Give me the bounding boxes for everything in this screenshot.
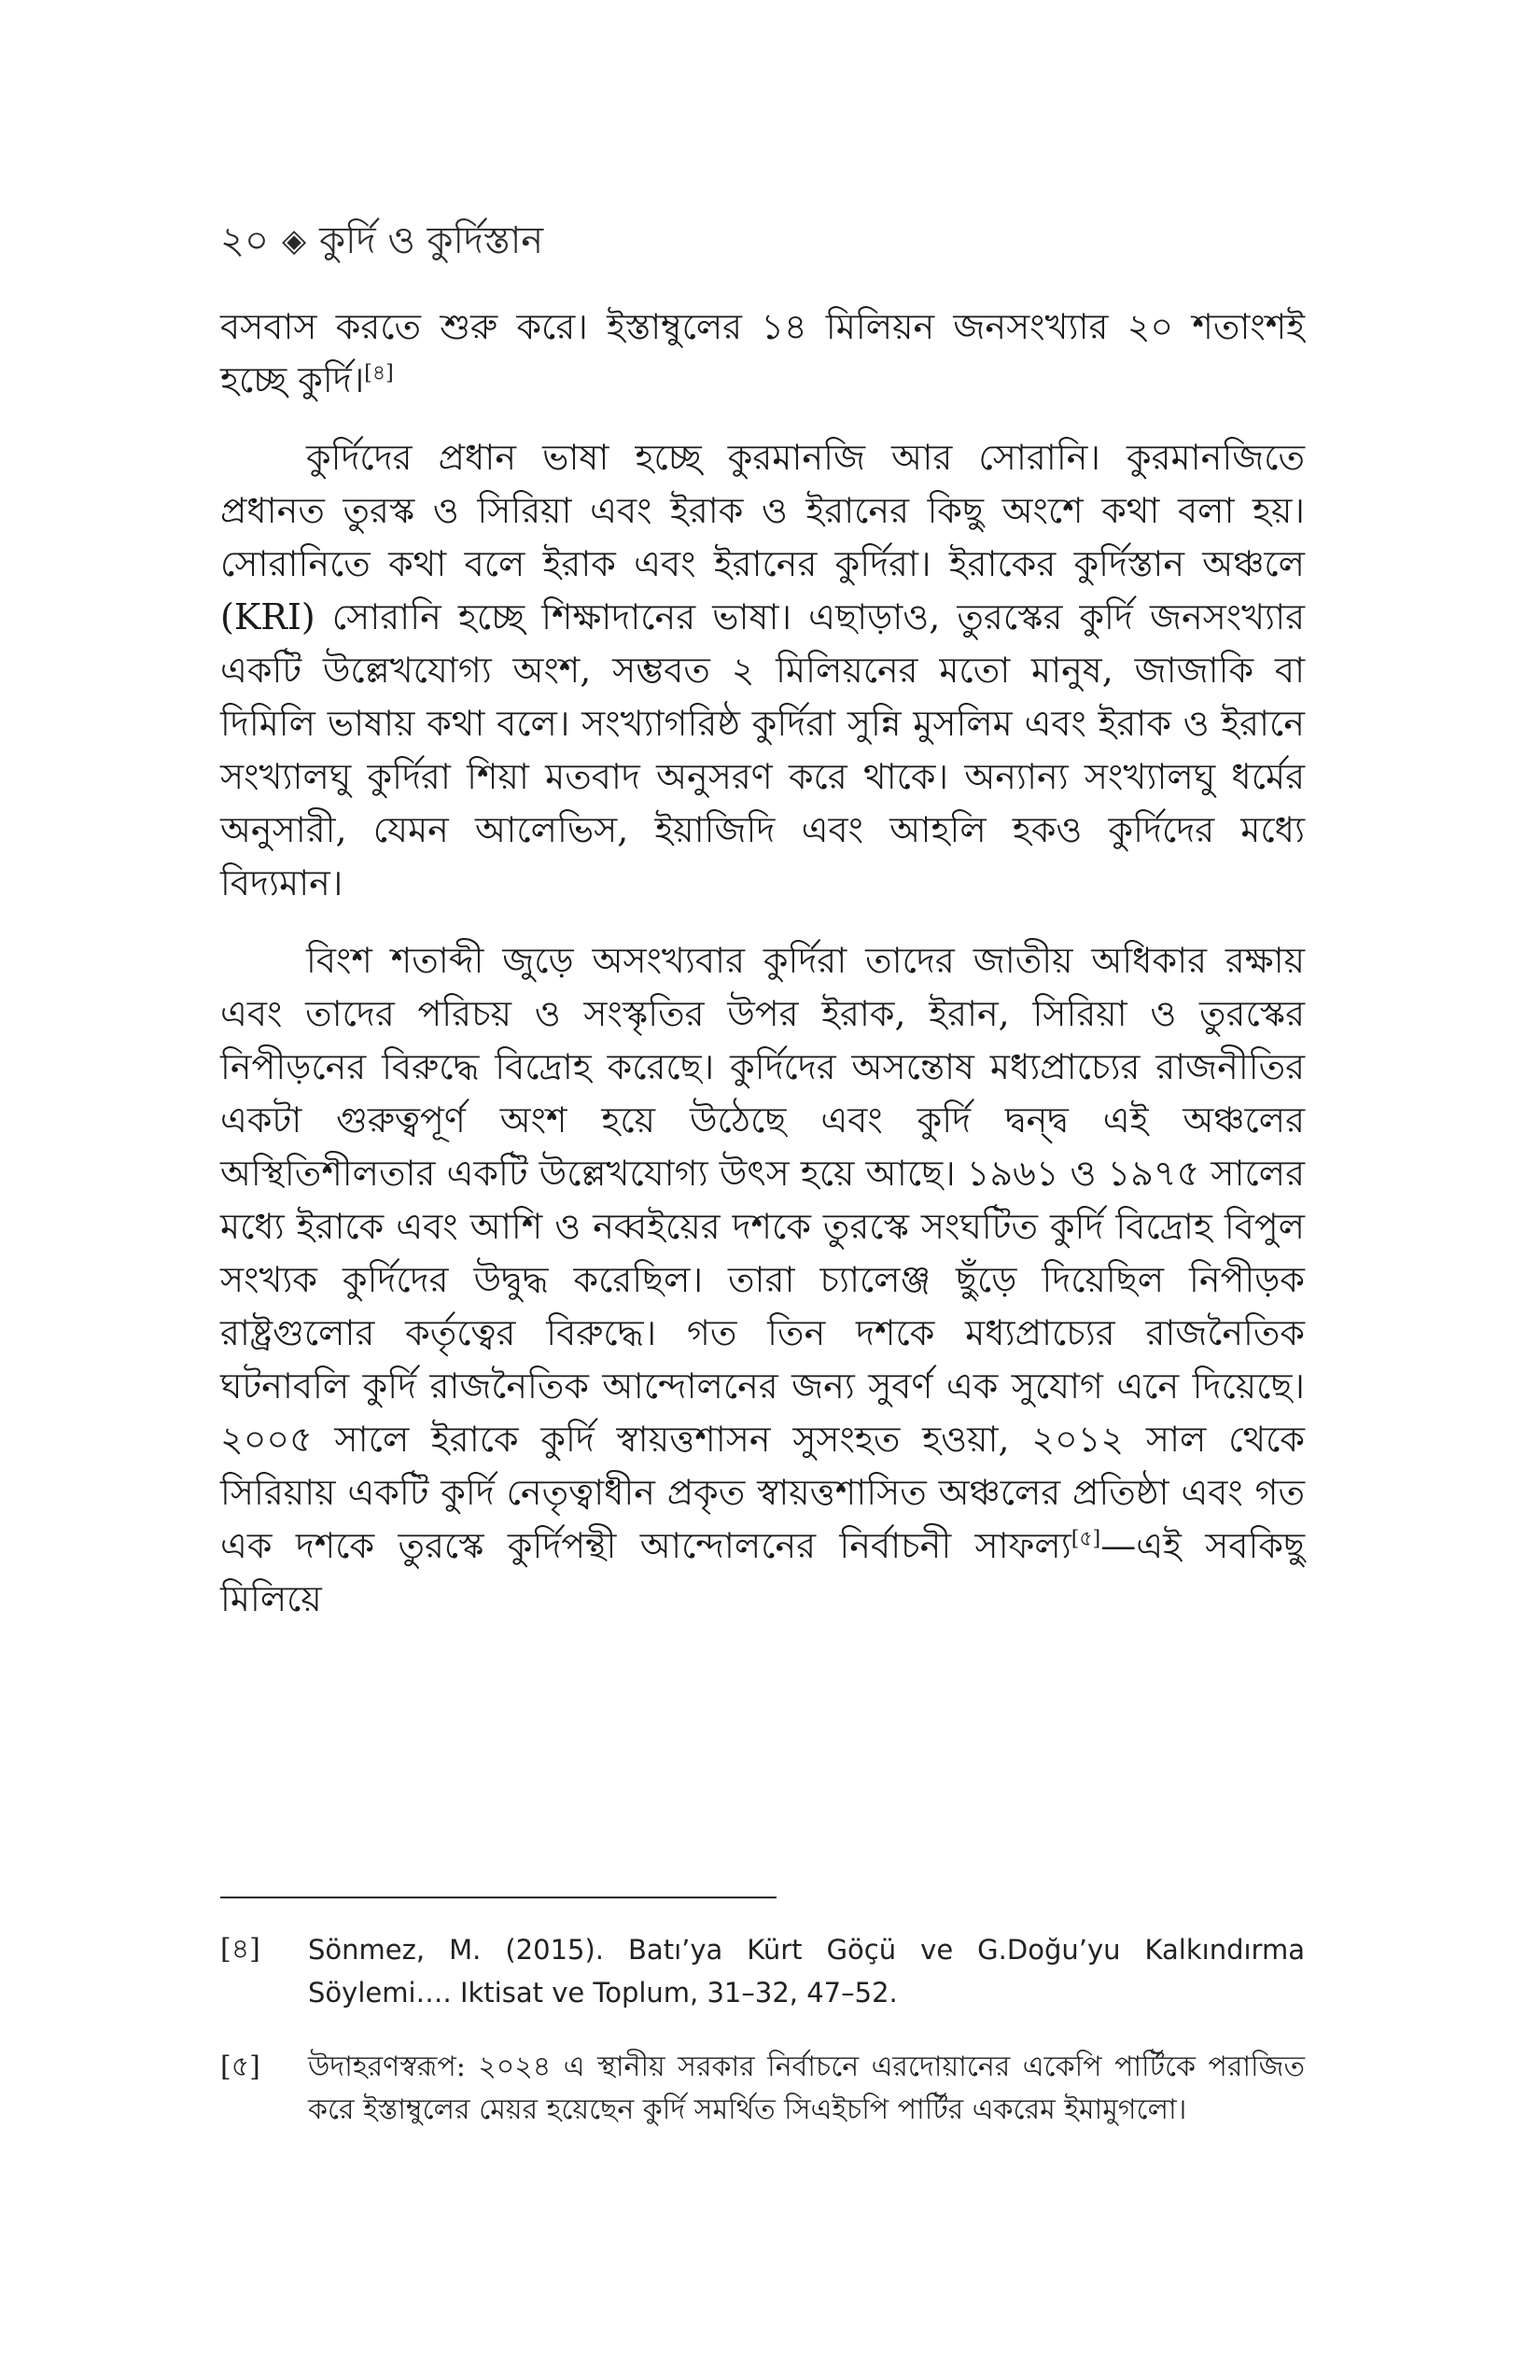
footnote-5 xyxy=(220,2046,1305,2132)
footnote-ref-4[interactable]: [৪] xyxy=(364,361,394,385)
diamond-icon: ◈ xyxy=(282,222,307,259)
page-number: ২০ xyxy=(220,219,270,262)
running-header xyxy=(220,213,1322,269)
paragraph-text: কুর্দিদের প্রধান ভাষা হচ্ছে কুরমানজি আর সোরানি। কুরমানজিতে প্রধানত তুরস্ক ও সিরিয়া এবং ইরাক ও ইরানের কিছু অংশে কথা বলা হয়। সোরানিতে কথা বলে ইরাক এবং ইরানের কুর্দিরা। ইরাকের কুর্দিস্তান অঞ্চলে (KRI) সোরানি হচ্ছে শিক্ষাদানের ভাষা। এছাড়াও, তুরস্কের কুর্দি জনসংখ্যার একটি উল্লেখযোগ্য অংশ, সম্ভবত ২ মিলিয়নের মতো মানুষ, জাজাকি বা দিমিলি ভাষায় কথা বলে। সংখ্যাগরিষ্ঠ কুর্দিরা সুন্নি মুসলিম এবং ইরাক ও ইরানে সংখ্যালঘু কুর্দিরা শিয়া মতবাদ অনুসরণ করে থাকে। অন্যান্য সংখ্যালঘু ধর্মের অনুসারী, যেমন আলেভিস, ইয়াজিদি এবং আহলি হকও কুর্দিদের মধ্যে বিদ্যমান। xyxy=(220,437,1305,903)
paragraph-text: বিংশ শতাব্দী জুড়ে অসংখ্যবার কুর্দিরা তাদের জাতীয় অধিকার রক্ষায় এবং তাদের পরিচয় ও সংস্কৃতির উপর ইরাক, ইরান, সিরিয়া ও তুরস্কের নিপীড়নের বিরুদ্ধে বিদ্রোহ করেছে। কুর্দিদের অসন্তোষ মধ্যপ্রাচ্যের রাজনীতির একটা গুরুত্বপূর্ণ অংশ হয়ে উঠেছে এবং কুর্দি দ্বন্দ্ব এই অঞ্চলের অস্থিতিশীলতার একটি উল্লেখযোগ্য উৎস হয়ে আছে। ১৯৬১ ও ১৯৭৫ সালের মধ্যে ইরাকে এবং আশি ও নব্বইয়ের দশকে তুরস্কে সংঘটিত কুর্দি বিদ্রোহ বিপুল সংখ্যক কুর্দিদের উদ্বুদ্ধ করেছিল। তারা চ্যালেঞ্জ ছুঁড়ে দিয়েছিল নিপীড়ক রাষ্ট্রগুলোর কর্তৃত্বের বিরুদ্ধে। গত তিন দশকে মধ্যপ্রাচ্যের রাজনৈতিক ঘটনাবলি কুর্দি রাজনৈতিক আন্দোলনের জন্য সুবর্ণ এক সুযোগ এনে দিয়েছে। ২০০৫ সালে ইরাকে কুর্দি স্বায়ত্তশাসন সুসংহত হওয়া, ২০১২ সাল থেকে সিরিয়ায় একটি কুর্দি নেতৃত্বাধীন প্রকৃত স্বায়ত্তশাসিত অঞ্চলের প্রতিষ্ঠা এবং গত এক দশকে তুরস্কে কুর্দিপন্থী আন্দোলনের নির্বাচনী সাফল্য xyxy=(220,940,1305,1566)
footnote-text: উদাহরণস্বরূপ: ২০২৪ এ স্থানীয় সরকার নির্বাচনে এরদোয়ানের একেপি পার্টিকে পরাজিত করে ইস্তাম্বুলের মেয়র হয়েছেন কুর্দি সমর্থিত সিএইচপি পার্টির একরেম ইমামুগলো। xyxy=(308,2051,1305,2126)
footnote-ref-5[interactable]: [৫] xyxy=(1071,1527,1101,1551)
paragraph-rebellions xyxy=(220,934,1305,1626)
book-title: কুর্দি ও কুর্দিস্তান xyxy=(319,219,544,262)
footnote-mark: [৪] xyxy=(220,1933,260,1966)
paragraph-text: বসবাস করতে শুরু করে। ইস্তাম্বুলের ১৪ মিলিয়ন জনসংখ্যার ২০ শতাংশই হচ্ছে কুর্দি। xyxy=(220,306,1305,400)
footnote-mark: [৫] xyxy=(220,2051,260,2083)
footnote-divider xyxy=(220,1897,777,1898)
paragraph-continuation xyxy=(220,301,1305,407)
footnote-4 xyxy=(220,1928,1305,2014)
footnote-text: Sönmez, M. (2015). Batı’ya Kürt Göçü ve G.Doğu’yu Kalkındırma Söylemi…. Iktisat ve Toplum, 31–32, 47–52. xyxy=(308,1934,1305,2009)
main-text xyxy=(220,301,1305,1650)
paragraph-text-after: —এই সবকিছু মিলিয়ে xyxy=(220,1525,1305,1619)
paragraph-languages xyxy=(220,431,1305,910)
footnotes xyxy=(220,1928,1305,2163)
